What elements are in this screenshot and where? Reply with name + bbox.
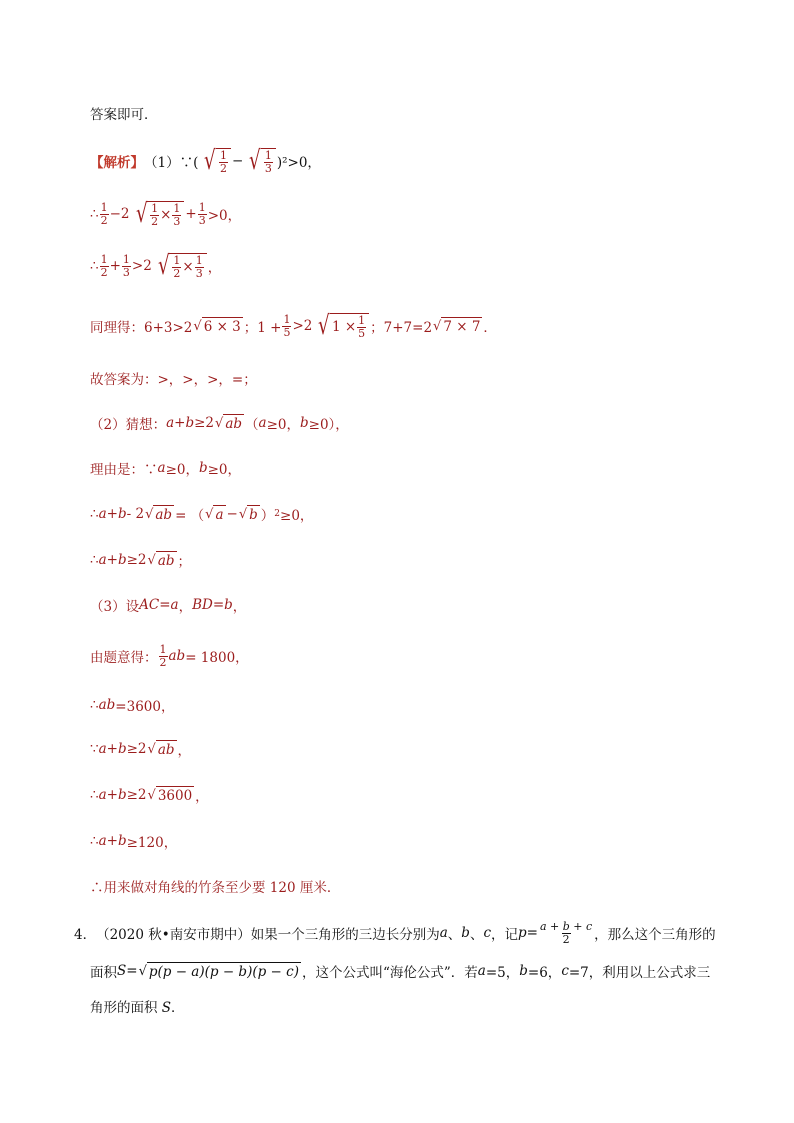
text-segment: ， <box>177 743 192 759</box>
text-segment: =6， <box>527 965 562 981</box>
text-segment: ） <box>260 508 275 524</box>
text-segment: =3600， <box>115 699 175 715</box>
fraction: $\frac{1}{2}$ <box>100 252 108 279</box>
text-segment: （ <box>245 417 259 433</box>
exponent: 2 <box>274 509 281 519</box>
text-segment: ≥0）， <box>308 417 349 433</box>
radical: √ 7 × 7 <box>433 319 481 335</box>
question-4-line-1 <box>74 912 716 954</box>
text-segment: c <box>561 963 569 979</box>
text-segment: ∴ <box>90 258 99 274</box>
text-segment: b <box>519 963 528 979</box>
text-segment: × <box>160 207 172 223</box>
fraction: $\frac{1}{3}$ <box>264 148 272 175</box>
text-segment: a <box>477 963 486 979</box>
text-line <box>90 93 158 133</box>
solution-line-13 <box>90 729 191 769</box>
answer-note: 答案即可． <box>90 107 158 123</box>
text-segment: （2020 秋•南安市期中）如果一个三角形的三边长分别为 <box>96 927 440 943</box>
text-segment: a <box>170 597 179 613</box>
text-segment: a <box>439 925 448 941</box>
radical: √ b <box>238 507 258 523</box>
solution-line-14 <box>90 775 209 815</box>
text-segment: ，记 <box>491 927 518 943</box>
radical: √ ab <box>147 742 175 758</box>
radical: √ 1 × $\frac{1}{5}$ <box>313 313 369 340</box>
fraction: $\frac{1}{3}$ <box>195 253 203 280</box>
text-segment: a+b <box>98 833 127 849</box>
text-segment: ≥2 <box>126 552 147 568</box>
text-segment: ≥2 <box>126 741 147 757</box>
text-segment: ∴ <box>90 552 99 568</box>
radical: √ $\frac{1}{2}$ × $\frac{1}{3}$ <box>131 201 185 228</box>
text-segment: ；1 + <box>243 320 282 336</box>
question-number: 4． <box>74 927 97 943</box>
text-segment: =5， <box>485 965 520 981</box>
text-segment: ∴ <box>90 833 99 849</box>
radical: √ $\frac{1}{2}$ × $\frac{1}{3}$ <box>153 253 207 280</box>
text-segment: − <box>231 153 244 169</box>
text-segment: ab <box>168 648 186 664</box>
text-segment: ∴ <box>90 506 99 522</box>
text-segment: >2 <box>131 258 152 274</box>
text-segment: 同理得：6+3>2 <box>90 320 193 336</box>
text-segment: b <box>198 460 208 476</box>
question-4-line-3 <box>90 996 185 1020</box>
fraction: $\frac{1}{3}$ <box>173 201 181 228</box>
text-segment: = 1800， <box>185 650 249 666</box>
radical: √ 6 × 3 <box>193 319 241 335</box>
text-segment: ∴ <box>90 787 99 803</box>
text-segment: >0， <box>207 208 242 224</box>
radical: √ $\frac{1}{2}$ <box>199 148 231 175</box>
text-segment: = <box>126 963 138 979</box>
text-segment: ∴用来做对角线的竹条至少要 120 厘米． <box>90 880 341 896</box>
text-segment: ab <box>98 697 116 713</box>
text-segment: c <box>483 925 491 941</box>
text-segment: AC <box>139 597 160 613</box>
text-segment: × <box>182 259 194 275</box>
solution-line-12 <box>90 685 174 725</box>
solution-line-8 <box>90 494 313 534</box>
text-segment: = <box>159 597 171 613</box>
text-segment: ≥0， <box>266 417 300 433</box>
text-segment: ∵ <box>90 741 99 757</box>
solution-line-2 <box>90 194 241 234</box>
text-segment: ； <box>177 554 192 570</box>
fraction: $\frac{1}{3}$ <box>198 200 206 227</box>
text-segment: − <box>226 506 238 522</box>
solution-conclusion <box>90 866 340 906</box>
text-segment: ． <box>171 1000 185 1016</box>
fraction: $\frac{1}{2}$ <box>173 253 181 280</box>
solution-line-11 <box>90 636 249 676</box>
text-segment: b <box>224 597 233 613</box>
text-segment: ≥0， <box>207 462 242 478</box>
solution-line-7 <box>90 448 241 488</box>
text-segment: −2 <box>109 206 130 222</box>
text-segment: ， <box>207 260 222 276</box>
text-segment: 理由是：∵ <box>90 462 158 478</box>
text-segment: a+b <box>166 415 195 431</box>
text-segment: = <box>212 597 225 613</box>
fraction: $\frac{a + b + c}{2}$ <box>539 919 593 946</box>
fraction: $\frac{1}{2}$ <box>219 148 227 175</box>
text-segment: a <box>258 415 267 431</box>
text-segment: ≥2 <box>194 415 215 431</box>
text-segment: 由题意得： <box>90 650 158 666</box>
text-segment: ∴ <box>90 697 99 713</box>
text-segment: ，那么这个三角形的 <box>594 927 716 943</box>
text-segment: 、 <box>447 927 462 943</box>
text-segment: （3）设 <box>90 599 140 615</box>
text-segment: ， <box>195 789 209 805</box>
text-segment: S <box>117 963 127 979</box>
text-segment: = （ <box>175 508 205 524</box>
radical: √ $\frac{1}{3}$ <box>244 148 276 175</box>
fraction: $\frac{1}{2}$ <box>159 642 167 669</box>
text-segment: ≥120， <box>126 835 178 851</box>
text-segment: BD <box>192 597 213 613</box>
text-segment: a <box>157 460 166 476</box>
text-segment: ， <box>178 599 193 615</box>
text-segment: （1）∵( <box>144 155 199 171</box>
fraction: $\frac{1}{2}$ <box>100 200 108 227</box>
text-segment: )²>0， <box>276 155 321 171</box>
text-segment: 角形的面积 <box>90 1000 162 1016</box>
text-segment: ≥0， <box>280 508 314 524</box>
solution-line-1 <box>90 141 321 181</box>
solution-line-5 <box>90 358 257 398</box>
radical: √ p(p − a)(p − b)(p − c) <box>138 964 299 980</box>
solution-line-9 <box>90 540 191 580</box>
text-segment: b <box>461 925 470 941</box>
text-segment: ，这个公式叫“海伦公式”．若 <box>301 965 478 981</box>
text-segment: ∴ <box>90 206 99 222</box>
text-segment: 1 × <box>331 319 357 335</box>
radical: √ 3600 <box>147 788 193 804</box>
fraction: $\frac{1}{5}$ <box>283 312 291 339</box>
text-segment: a+b <box>98 552 127 568</box>
text-segment: a+b <box>98 506 127 522</box>
text-segment: + <box>185 206 197 222</box>
solution-line-15 <box>90 821 177 861</box>
radical: √ ab <box>215 416 243 432</box>
solution-line-4 <box>90 306 497 346</box>
text-segment: ， <box>232 599 247 615</box>
fraction: $\frac{1}{3}$ <box>122 252 130 279</box>
text-segment: a+b <box>98 741 127 757</box>
text-segment: ≥2 <box>126 787 147 803</box>
question-4-line-2 <box>90 956 710 986</box>
text-segment: p <box>518 925 527 941</box>
solution-line-10 <box>90 585 246 625</box>
radical: √ ab <box>147 553 175 569</box>
text-segment: a+b <box>98 787 127 803</box>
solution-line-6 <box>90 403 349 443</box>
text-segment: ． <box>483 320 497 336</box>
text-segment: =7，利用以上公式求三 <box>568 965 711 981</box>
radical: √ ab <box>145 507 173 523</box>
text-segment: b <box>299 415 309 431</box>
text-segment: ≥0， <box>165 462 199 478</box>
text-segment: ；7+7=2 <box>370 320 433 336</box>
text-segment: = <box>526 925 538 941</box>
fraction: $\frac{1}{5}$ <box>358 313 366 340</box>
text-segment: 面积 <box>90 965 117 981</box>
text-segment: （2）猜想： <box>90 417 167 433</box>
text-segment: S <box>161 1000 172 1016</box>
text-segment: - 2 <box>126 506 145 522</box>
text-segment: + <box>109 258 121 274</box>
solution-line-3 <box>90 246 221 286</box>
text-segment: 故答案为：>，>，>，=； <box>90 372 257 388</box>
radical: √ a <box>205 507 224 523</box>
text-segment: 、 <box>469 927 484 943</box>
text-segment: >2 <box>292 318 313 334</box>
analysis-tag: 【解析】 <box>90 155 144 171</box>
fraction: $\frac{1}{2}$ <box>151 201 159 228</box>
